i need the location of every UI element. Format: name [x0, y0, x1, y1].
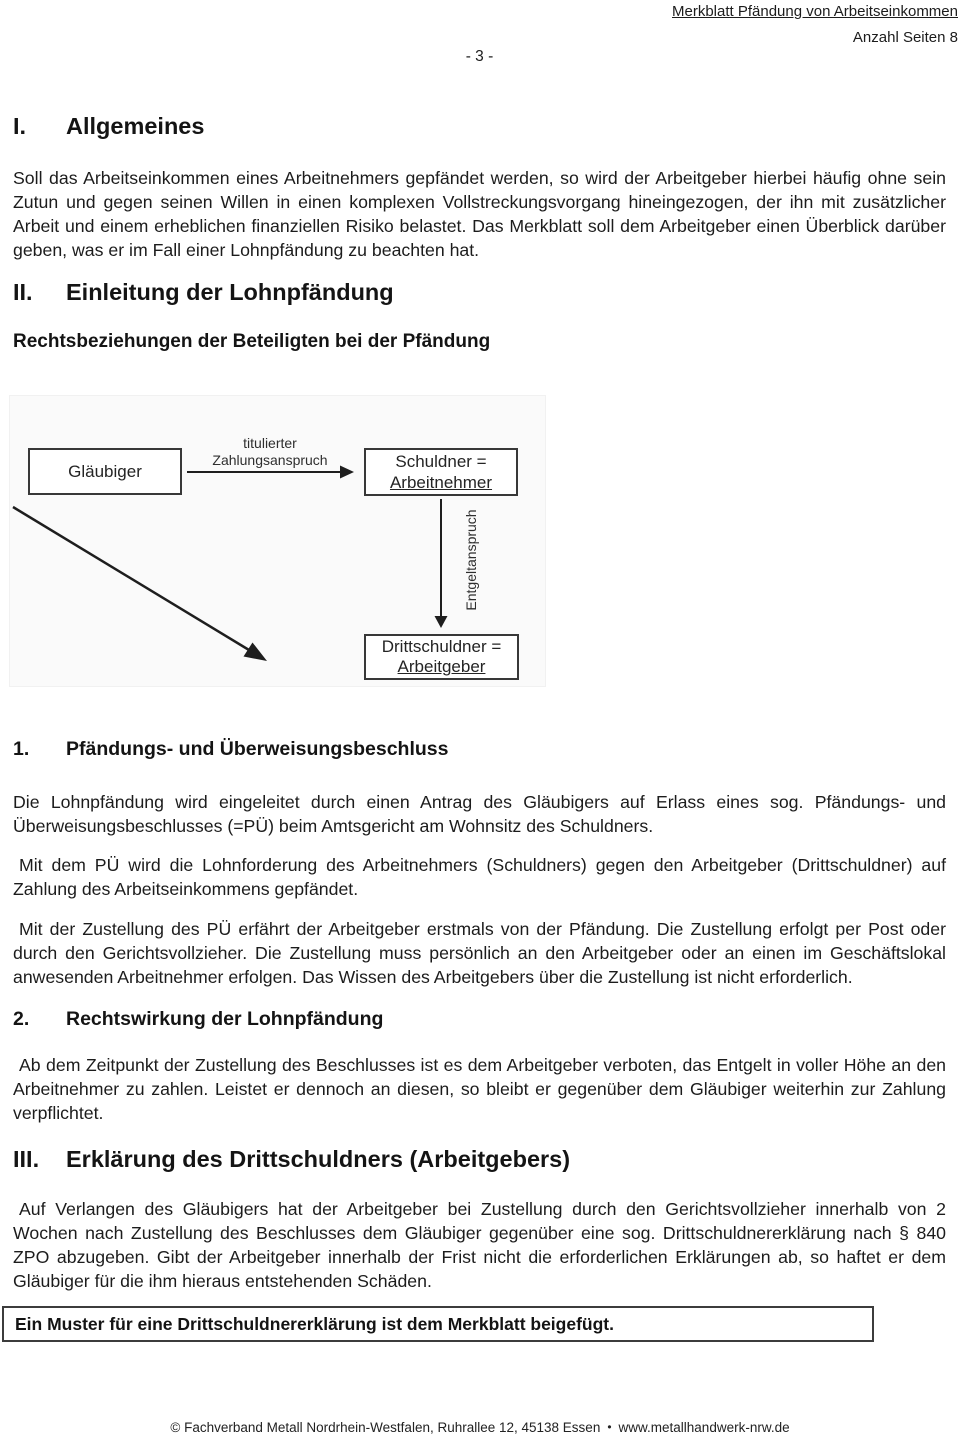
heading-number: 2.	[13, 1008, 30, 1030]
paragraph-beschluss-2: Mit dem PÜ wird die Lohnforderung des Arbeitnehmers (Schuldners) gegen den Arbeitgeber (Drittschuldner) auf Zahlung des Arbeitseinkommens gepfändet.	[13, 855, 946, 899]
heading-title: Pfändungs- und Überweisungsbeschluss	[66, 738, 449, 760]
heading-title: Erklärung des Drittschuldners (Arbeitgebers)	[66, 1146, 571, 1172]
debtor-label-line2: Arbeitnehmer	[389, 473, 493, 492]
footer-website: www.metallhandwerk-nrw.de	[618, 1420, 790, 1435]
debtor-label-line1: Schuldner =	[395, 452, 487, 471]
document-header	[13, 3, 958, 21]
wage-claim-label: Entgeltanspruch	[463, 509, 479, 611]
wage-claim-arrow-head	[435, 616, 448, 628]
notice-text: Ein Muster für eine Drittschuldnererklärung ist dem Merkblatt beigefügt.	[15, 1314, 614, 1334]
paragraph-rechtswirkung: Ab dem Zeitpunkt der Zustellung des Beschlusses ist es dem Arbeitgeber verboten, das Entgelt in voller Höhe an den Arbeitnehmer zu zahlen. Leistet er dennoch an diesen, so bleibt er gegenüber dem Gläubiger weiterhin zur Zahlung verpflichtet.	[13, 1055, 946, 1123]
claim-arrow-label	[195, 435, 345, 469]
paragraph-beschluss-1: Die Lohnpfändung wird eingeleitet durch einen Antrag des Gläubigers auf Erlass eines sog. Pfändungs- und Überweisungsbeschlusses (=PÜ) beim Amtsgericht am Wohnsitz des Schuldners.	[13, 792, 946, 836]
heading-erklaerung	[13, 1146, 946, 1172]
footer-copyright: © Fachverband Metall Nordrhein-Westfalen, Ruhrallee 12, 45138 Essen	[170, 1420, 601, 1435]
heading-number: 1.	[13, 738, 30, 760]
heading-title: Allgemeines	[66, 113, 205, 139]
garnishment-arrow-line	[13, 507, 249, 650]
claim-arrow-label-line2: Zahlungsanspruch	[212, 452, 328, 468]
relationship-diagram	[10, 396, 545, 686]
third-party-debtor-box	[364, 634, 519, 680]
creditor-box	[28, 448, 182, 495]
third-party-label-line1: Drittschuldner =	[381, 637, 502, 656]
heading-number: II.	[13, 279, 33, 305]
creditor-label: Gläubiger	[68, 462, 142, 481]
heading-allgemeines	[13, 113, 946, 139]
paragraph-erklaerung: Auf Verlangen des Gläubigers hat der Arbeitgeber bei Zustellung durch den Gerichtsvollzieher innerhalb von 2 Wochen nach Zustellung des Beschlusses dem Gläubiger gegenüber eine sog. Drittschuldnererklärung nach § 840 ZPO abzugeben. Gibt der Arbeitgeber innerhalb der Frist nicht die erforderlichen Erklärungen ab, so haftet er dem Gläubiger für die ihm hieraus entstehenden Schäden.	[13, 1199, 946, 1291]
heading-title: Einleitung der Lohnpfändung	[66, 279, 394, 305]
debtor-box	[364, 448, 518, 496]
claim-arrow-label-line1: titulierter	[243, 435, 297, 451]
heading-beschluss	[13, 738, 946, 761]
paragraph-beschluss-3: Mit der Zustellung des PÜ erfährt der Arbeitgeber erstmals von der Pfändung. Die Zustellung erfolgt per Post oder durch den Gerichtsvollzieher. Die Zustellung muss persönlich an den Arbeitgeber oder an einen im Geschäftslokal anwesenden Arbeitnehmer erfolgen. Das Wissen des Arbeitgebers über die Zustellung ist nicht erforderlich.	[13, 919, 946, 987]
heading-rechtswirkung	[13, 1008, 946, 1031]
garnishment-arrow-head	[244, 643, 268, 662]
subheading-rechtsbeziehungen: Rechtsbeziehungen der Beteiligten bei der Pfändung	[13, 331, 491, 352]
heading-einleitung	[13, 279, 946, 305]
heading-title: Rechtswirkung der Lohnpfändung	[66, 1008, 384, 1030]
page-count-label: Anzahl Seiten 8	[852, 29, 958, 46]
notice-box	[2, 1306, 874, 1342]
paragraph-allgemeines: Soll das Arbeitseinkommen eines Arbeitnehmers gepfändet werden, so wird der Arbeitgeber hierbei häufig ohne sein Zutun und gegen seinen Willen in einen komplexen Vollstreckungsvorgang hineingezogen, der ihn mit zusätzlicher Arbeit und einem erheblichen finanziellen Risiko belastet. Das Merkblatt soll dem Arbeitgeber einen Überblick darüber geben, was er im Fall einer Lohnpfändung zu beachten hat.	[13, 168, 946, 260]
document-title: Merkblatt Pfändung von Arbeitseinkommen	[672, 3, 958, 20]
heading-number: III.	[13, 1146, 40, 1172]
page-footer	[0, 1419, 960, 1436]
footer-separator: •	[607, 1420, 612, 1434]
heading-number: I.	[13, 113, 27, 139]
page-number: - 3 -	[465, 48, 494, 65]
third-party-label-line2: Arbeitgeber	[397, 657, 486, 676]
